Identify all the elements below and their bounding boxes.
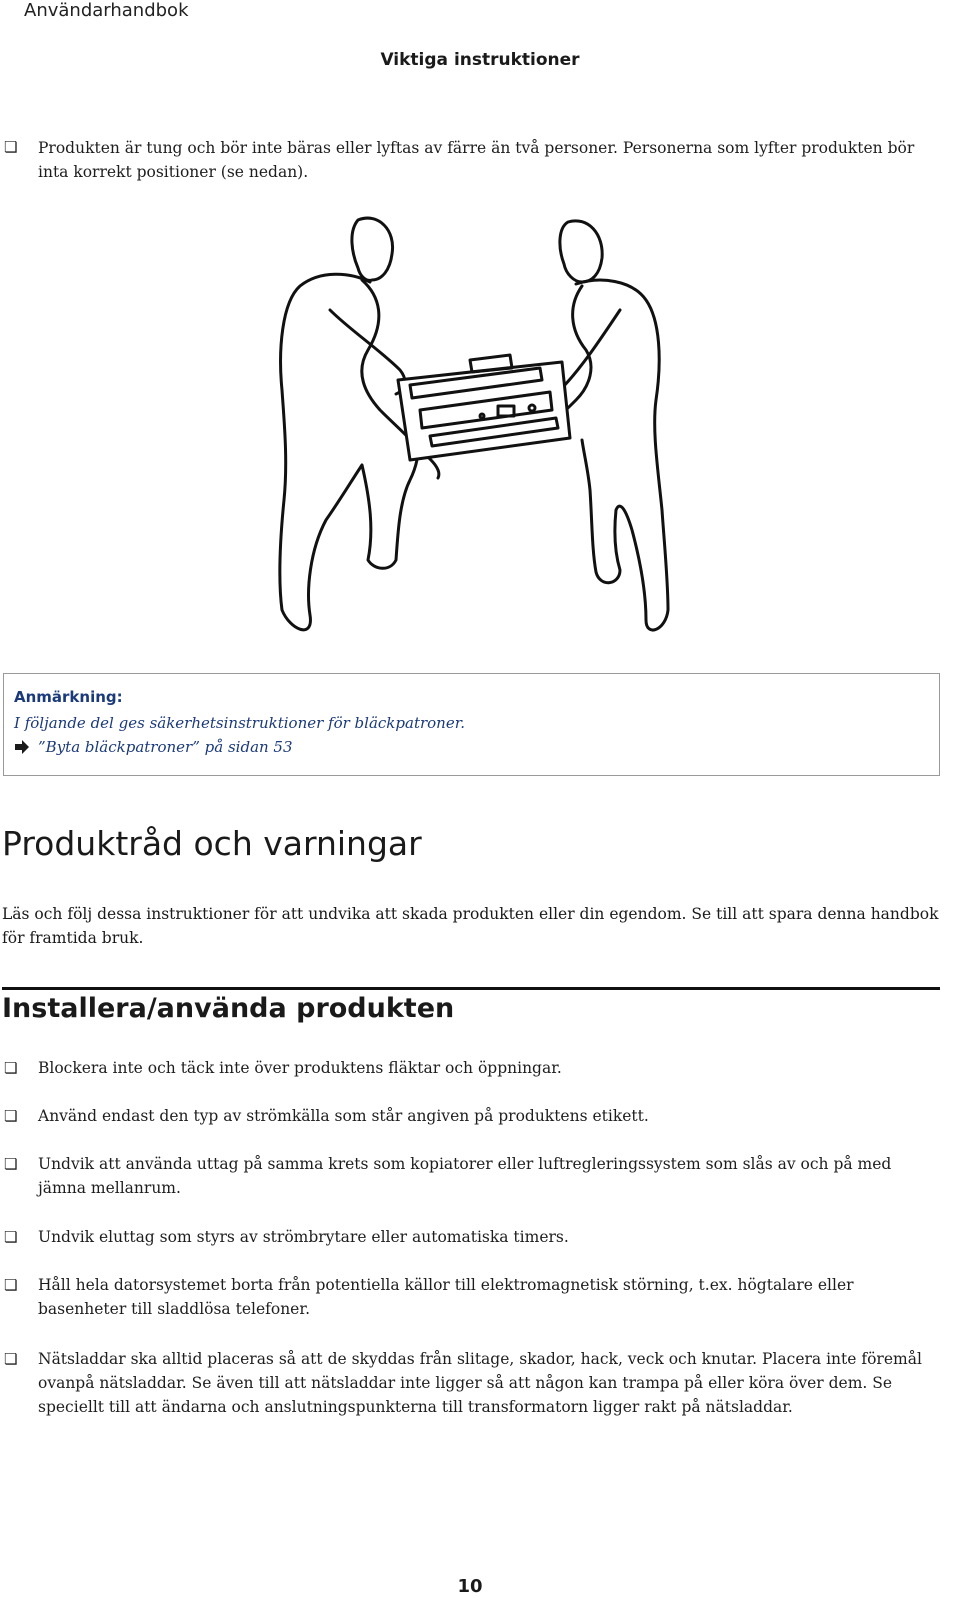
lifting-instruction: Produkten är tung och bör inte bäras eller lyftas av färre än två personer. Personerna som lyfter produkten bör inta korrekt positioner (se nedan). — [38, 139, 915, 181]
section-divider — [2, 987, 940, 990]
list-item: Blockera inte och täck inte över produktens fläktar och öppningar. — [38, 1059, 562, 1077]
list-item: Använd endast den typ av strömkälla som står angiven på produktens etikett. — [38, 1107, 649, 1125]
checkbox-bullet-icon: ❏ — [4, 1107, 18, 1125]
checkbox-bullet-icon: ❏ — [4, 1155, 18, 1173]
section-title: Viktiga instruktioner — [380, 50, 580, 70]
checkbox-bullet-icon: ❏ — [4, 1276, 18, 1294]
checkbox-bullet-icon: ❏ — [4, 1350, 18, 1368]
list-item: Nätsladdar ska alltid placeras så att de skyddas från slitage, skador, hack, veck och knutar. Placera inte föremål ovanpå nätsladdar. Se även till att nätsladdar inte ligger så att någon kan trampa på eller köra över dem. Se speciellt till att ändarna och anslutningspunkterna till transformatorn ligger rakt på nätsladdar. — [38, 1350, 922, 1416]
note-title: Anmärkning: — [14, 688, 123, 706]
document-title: Användarhandbok — [24, 0, 189, 21]
checkbox-bullet-icon: ❏ — [4, 138, 18, 156]
intro-paragraph: Läs och följ dessa instruktioner för att undvika att skada produkten eller din egendom. Se till att spara denna handbok för framtida bruk. — [2, 905, 939, 947]
note-link-row[interactable] — [14, 738, 293, 756]
page-number: 10 — [457, 1576, 483, 1597]
two-people-lifting-printer-illustration — [270, 210, 680, 650]
section-heading: Installera/använda produkten — [2, 993, 455, 1024]
list-item: Undvik att använda uttag på samma krets som kopiatorer eller luftregleringssystem som slås av och på med jämna mellanrum. — [38, 1155, 892, 1197]
note-text: I följande del ges säkerhetsinstruktioner för bläckpatroner. — [14, 714, 465, 732]
arrow-right-icon — [14, 740, 30, 754]
list-item: Håll hela datorsystemet borta från potentiella källor till elektromagnetisk störning, t.ex. högtalare eller basenheter till sladdlösa telefoner. — [38, 1276, 854, 1318]
cross-reference-link[interactable]: ”Byta bläckpatroner” på sidan 53 — [38, 738, 293, 756]
checkbox-bullet-icon: ❏ — [4, 1228, 18, 1246]
list-item: Undvik eluttag som styrs av strömbrytare eller automatiska timers. — [38, 1228, 569, 1246]
page-heading: Produktråd och varningar — [2, 824, 422, 863]
checkbox-bullet-icon: ❏ — [4, 1059, 18, 1077]
